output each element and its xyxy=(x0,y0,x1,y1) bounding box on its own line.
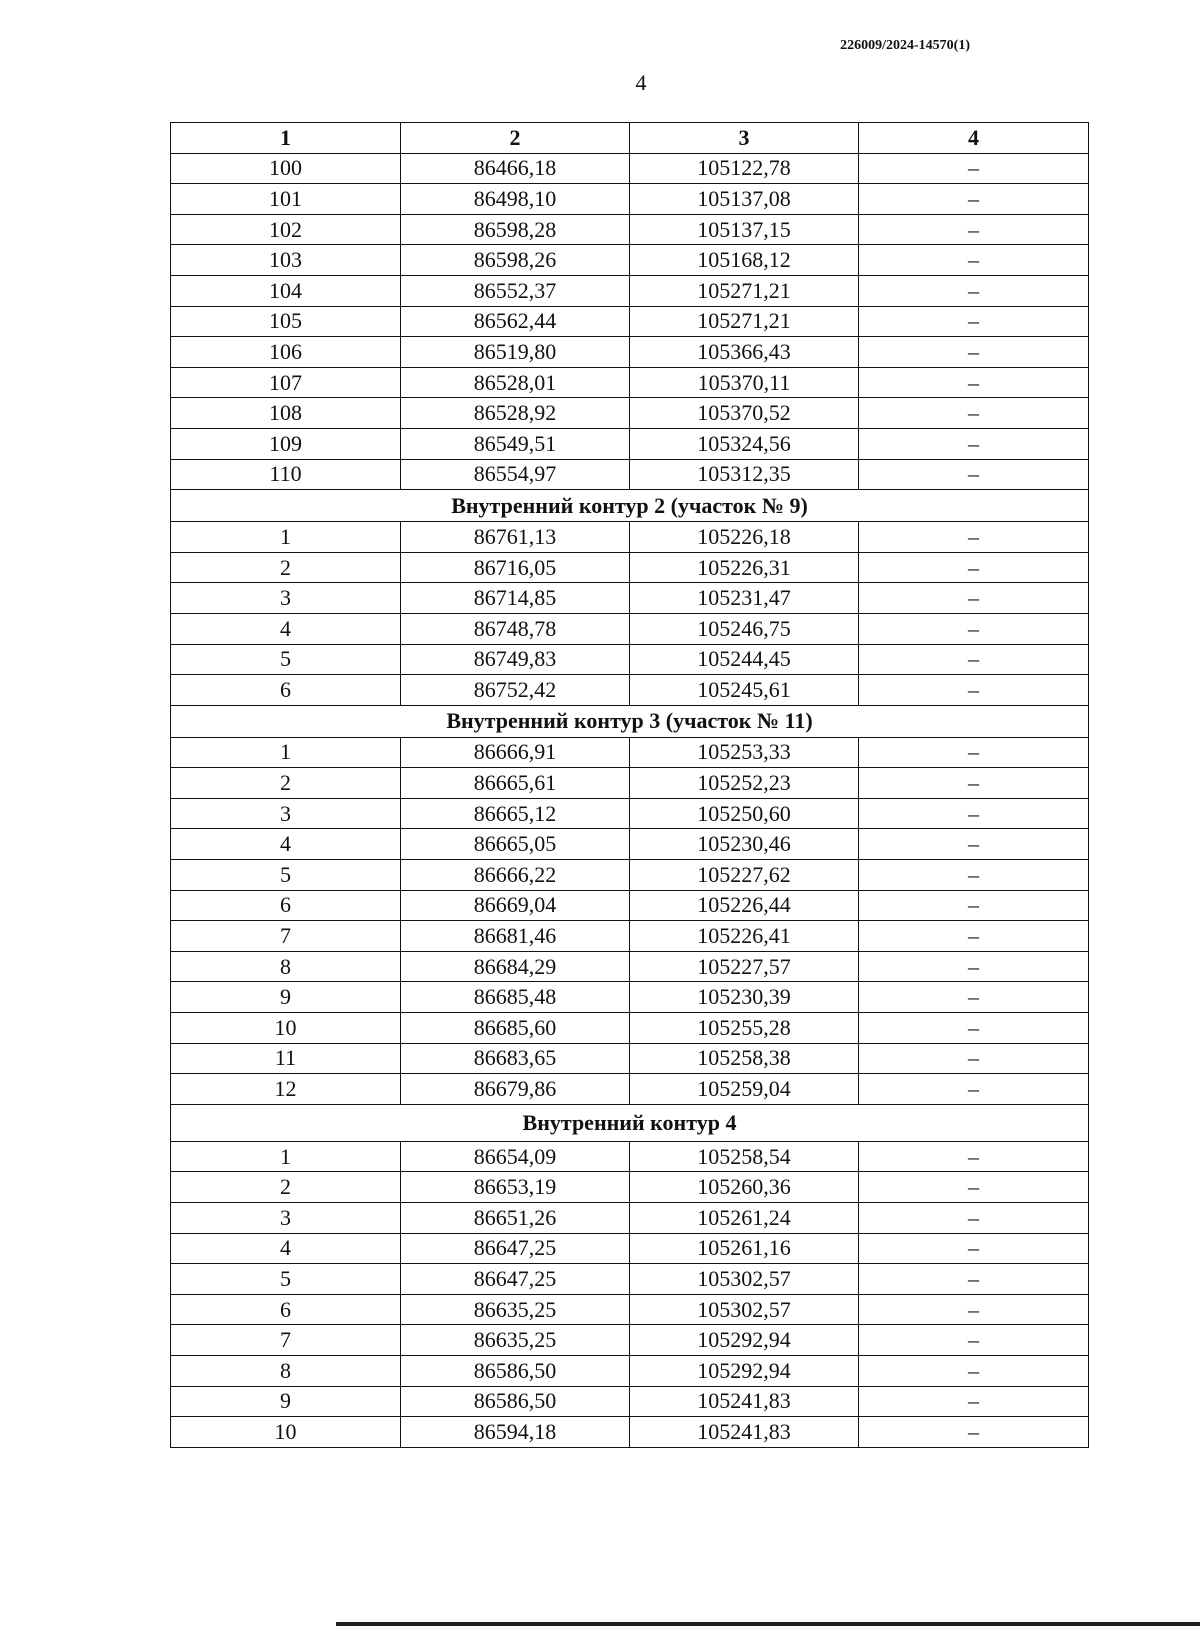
point-number-cell: 4 xyxy=(171,1233,401,1264)
y-coordinate-cell: 105137,15 xyxy=(630,214,859,245)
x-coordinate-cell: 86749,83 xyxy=(401,644,630,675)
note-cell: – xyxy=(859,1355,1089,1386)
table-row xyxy=(171,675,1089,706)
point-number-cell: 6 xyxy=(171,890,401,921)
note-cell: – xyxy=(859,367,1089,398)
table-row xyxy=(171,613,1089,644)
table-row xyxy=(171,737,1089,768)
y-coordinate-cell: 105324,56 xyxy=(630,428,859,459)
point-number-cell: 3 xyxy=(171,1203,401,1234)
table-row xyxy=(171,245,1089,276)
note-cell: – xyxy=(859,1325,1089,1356)
y-coordinate-cell: 105312,35 xyxy=(630,459,859,490)
note-cell: – xyxy=(859,552,1089,583)
note-cell: – xyxy=(859,275,1089,306)
x-coordinate-cell: 86651,26 xyxy=(401,1203,630,1234)
y-coordinate-cell: 105258,54 xyxy=(630,1141,859,1172)
note-cell: – xyxy=(859,1141,1089,1172)
note-cell: – xyxy=(859,1264,1089,1295)
table-row xyxy=(171,1264,1089,1295)
point-number-cell: 108 xyxy=(171,398,401,429)
point-number-cell: 103 xyxy=(171,245,401,276)
note-cell: – xyxy=(859,153,1089,184)
y-coordinate-cell: 105244,45 xyxy=(630,644,859,675)
x-coordinate-cell: 86683,65 xyxy=(401,1043,630,1074)
x-coordinate-cell: 86562,44 xyxy=(401,306,630,337)
x-coordinate-cell: 86586,50 xyxy=(401,1386,630,1417)
point-number-cell: 5 xyxy=(171,860,401,891)
note-cell: – xyxy=(859,214,1089,245)
y-coordinate-cell: 105253,33 xyxy=(630,737,859,768)
table-row xyxy=(171,428,1089,459)
y-coordinate-cell: 105370,11 xyxy=(630,367,859,398)
point-number-cell: 7 xyxy=(171,921,401,952)
x-coordinate-cell: 86714,85 xyxy=(401,583,630,614)
point-number-cell: 7 xyxy=(171,1325,401,1356)
x-coordinate-cell: 86466,18 xyxy=(401,153,630,184)
x-coordinate-cell: 86653,19 xyxy=(401,1172,630,1203)
x-coordinate-cell: 86647,25 xyxy=(401,1233,630,1264)
column-header-2: 2 xyxy=(401,123,630,154)
point-number-cell: 104 xyxy=(171,275,401,306)
note-cell: – xyxy=(859,337,1089,368)
x-coordinate-cell: 86761,13 xyxy=(401,522,630,553)
y-coordinate-cell: 105292,94 xyxy=(630,1355,859,1386)
table-row xyxy=(171,1294,1089,1325)
x-coordinate-cell: 86685,48 xyxy=(401,982,630,1013)
section-title-row xyxy=(171,490,1089,522)
y-coordinate-cell: 105292,94 xyxy=(630,1325,859,1356)
y-coordinate-cell: 105366,43 xyxy=(630,337,859,368)
y-coordinate-cell: 105230,39 xyxy=(630,982,859,1013)
note-cell: – xyxy=(859,1417,1089,1448)
table-row xyxy=(171,184,1089,215)
point-number-cell: 9 xyxy=(171,982,401,1013)
y-coordinate-cell: 105252,23 xyxy=(630,768,859,799)
note-cell: – xyxy=(859,1172,1089,1203)
table-row xyxy=(171,1417,1089,1448)
table-row xyxy=(171,1074,1089,1105)
x-coordinate-cell: 86679,86 xyxy=(401,1074,630,1105)
y-coordinate-cell: 105261,24 xyxy=(630,1203,859,1234)
point-number-cell: 105 xyxy=(171,306,401,337)
note-cell: – xyxy=(859,245,1089,276)
y-coordinate-cell: 105231,47 xyxy=(630,583,859,614)
page-number: 4 xyxy=(635,70,647,95)
x-coordinate-cell: 86665,61 xyxy=(401,768,630,799)
y-coordinate-cell: 105302,57 xyxy=(630,1264,859,1295)
section-title: Внутренний контур 2 (участок № 9) xyxy=(171,490,1089,522)
x-coordinate-cell: 86665,12 xyxy=(401,798,630,829)
point-number-cell: 2 xyxy=(171,1172,401,1203)
y-coordinate-cell: 105226,44 xyxy=(630,890,859,921)
point-number-cell: 4 xyxy=(171,613,401,644)
note-cell: – xyxy=(859,1233,1089,1264)
table-body xyxy=(171,153,1089,1447)
x-coordinate-cell: 86498,10 xyxy=(401,184,630,215)
note-cell: – xyxy=(859,1013,1089,1044)
x-coordinate-cell: 86552,37 xyxy=(401,275,630,306)
table-row xyxy=(171,1325,1089,1356)
section-title-row xyxy=(171,705,1089,737)
y-coordinate-cell: 105230,46 xyxy=(630,829,859,860)
point-number-cell: 2 xyxy=(171,768,401,799)
point-number-cell: 4 xyxy=(171,829,401,860)
y-coordinate-cell: 105226,31 xyxy=(630,552,859,583)
y-coordinate-cell: 105246,75 xyxy=(630,613,859,644)
point-number-cell: 100 xyxy=(171,153,401,184)
note-cell: – xyxy=(859,1294,1089,1325)
note-cell: – xyxy=(859,1203,1089,1234)
table-row xyxy=(171,522,1089,553)
note-cell: – xyxy=(859,890,1089,921)
column-header-1: 1 xyxy=(171,123,401,154)
table-row xyxy=(171,552,1089,583)
note-cell: – xyxy=(859,613,1089,644)
x-coordinate-cell: 86635,25 xyxy=(401,1325,630,1356)
point-number-cell: 5 xyxy=(171,1264,401,1295)
table-row xyxy=(171,644,1089,675)
y-coordinate-cell: 105260,36 xyxy=(630,1172,859,1203)
column-header-4: 4 xyxy=(859,123,1089,154)
point-number-cell: 5 xyxy=(171,644,401,675)
y-coordinate-cell: 105255,28 xyxy=(630,1013,859,1044)
note-cell: – xyxy=(859,829,1089,860)
point-number-cell: 106 xyxy=(171,337,401,368)
x-coordinate-cell: 86528,01 xyxy=(401,367,630,398)
point-number-cell: 107 xyxy=(171,367,401,398)
x-coordinate-cell: 86586,50 xyxy=(401,1355,630,1386)
x-coordinate-cell: 86716,05 xyxy=(401,552,630,583)
y-coordinate-cell: 105261,16 xyxy=(630,1233,859,1264)
y-coordinate-cell: 105259,04 xyxy=(630,1074,859,1105)
table-row xyxy=(171,153,1089,184)
x-coordinate-cell: 86647,25 xyxy=(401,1264,630,1295)
y-coordinate-cell: 105258,38 xyxy=(630,1043,859,1074)
x-coordinate-cell: 86666,91 xyxy=(401,737,630,768)
y-coordinate-cell: 105250,60 xyxy=(630,798,859,829)
table-row xyxy=(171,1141,1089,1172)
x-coordinate-cell: 86669,04 xyxy=(401,890,630,921)
y-coordinate-cell: 105137,08 xyxy=(630,184,859,215)
x-coordinate-cell: 86554,97 xyxy=(401,459,630,490)
x-coordinate-cell: 86666,22 xyxy=(401,860,630,891)
column-header-3: 3 xyxy=(630,123,859,154)
x-coordinate-cell: 86598,28 xyxy=(401,214,630,245)
point-number-cell: 12 xyxy=(171,1074,401,1105)
table-row xyxy=(171,1355,1089,1386)
y-coordinate-cell: 105227,57 xyxy=(630,951,859,982)
y-coordinate-cell: 105302,57 xyxy=(630,1294,859,1325)
table-row xyxy=(171,1386,1089,1417)
point-number-cell: 1 xyxy=(171,522,401,553)
header-row xyxy=(171,123,1089,154)
table-row xyxy=(171,829,1089,860)
table-row xyxy=(171,398,1089,429)
point-number-cell: 3 xyxy=(171,798,401,829)
x-coordinate-cell: 86549,51 xyxy=(401,428,630,459)
note-cell: – xyxy=(859,583,1089,614)
point-number-cell: 10 xyxy=(171,1013,401,1044)
table-header xyxy=(171,123,1089,154)
table-row xyxy=(171,890,1089,921)
note-cell: – xyxy=(859,982,1089,1013)
point-number-cell: 109 xyxy=(171,428,401,459)
point-number-cell: 3 xyxy=(171,583,401,614)
y-coordinate-cell: 105226,41 xyxy=(630,921,859,952)
y-coordinate-cell: 105241,83 xyxy=(630,1417,859,1448)
y-coordinate-cell: 105370,52 xyxy=(630,398,859,429)
y-coordinate-cell: 105271,21 xyxy=(630,306,859,337)
table-row xyxy=(171,1043,1089,1074)
note-cell: – xyxy=(859,398,1089,429)
y-coordinate-cell: 105168,12 xyxy=(630,245,859,276)
coordinates-table xyxy=(170,122,1089,1448)
note-cell: – xyxy=(859,951,1089,982)
note-cell: – xyxy=(859,522,1089,553)
point-number-cell: 2 xyxy=(171,552,401,583)
note-cell: – xyxy=(859,675,1089,706)
table-row xyxy=(171,214,1089,245)
y-coordinate-cell: 105271,21 xyxy=(630,275,859,306)
point-number-cell: 11 xyxy=(171,1043,401,1074)
note-cell: – xyxy=(859,644,1089,675)
y-coordinate-cell: 105227,62 xyxy=(630,860,859,891)
note-cell: – xyxy=(859,428,1089,459)
note-cell: – xyxy=(859,737,1089,768)
bottom-scan-edge xyxy=(336,1622,1200,1626)
x-coordinate-cell: 86681,46 xyxy=(401,921,630,952)
table-row xyxy=(171,860,1089,891)
x-coordinate-cell: 86752,42 xyxy=(401,675,630,706)
x-coordinate-cell: 86665,05 xyxy=(401,829,630,860)
x-coordinate-cell: 86684,29 xyxy=(401,951,630,982)
point-number-cell: 10 xyxy=(171,1417,401,1448)
note-cell: – xyxy=(859,798,1089,829)
y-coordinate-cell: 105241,83 xyxy=(630,1386,859,1417)
table-row xyxy=(171,306,1089,337)
point-number-cell: 101 xyxy=(171,184,401,215)
point-number-cell: 6 xyxy=(171,1294,401,1325)
table-row xyxy=(171,951,1089,982)
x-coordinate-cell: 86519,80 xyxy=(401,337,630,368)
point-number-cell: 6 xyxy=(171,675,401,706)
table-row xyxy=(171,583,1089,614)
table-row xyxy=(171,921,1089,952)
section-title-row xyxy=(171,1104,1089,1141)
y-coordinate-cell: 105245,61 xyxy=(630,675,859,706)
note-cell: – xyxy=(859,459,1089,490)
point-number-cell: 1 xyxy=(171,737,401,768)
table-row xyxy=(171,798,1089,829)
y-coordinate-cell: 105122,78 xyxy=(630,153,859,184)
x-coordinate-cell: 86748,78 xyxy=(401,613,630,644)
x-coordinate-cell: 86685,60 xyxy=(401,1013,630,1044)
point-number-cell: 1 xyxy=(171,1141,401,1172)
note-cell: – xyxy=(859,921,1089,952)
note-cell: – xyxy=(859,1043,1089,1074)
x-coordinate-cell: 86528,92 xyxy=(401,398,630,429)
note-cell: – xyxy=(859,306,1089,337)
note-cell: – xyxy=(859,1386,1089,1417)
point-number-cell: 102 xyxy=(171,214,401,245)
note-cell: – xyxy=(859,1074,1089,1105)
section-title: Внутренний контур 4 xyxy=(171,1104,1089,1141)
point-number-cell: 8 xyxy=(171,1355,401,1386)
document-number: 226009/2024-14570(1) xyxy=(840,38,970,53)
y-coordinate-cell: 105226,18 xyxy=(630,522,859,553)
table-row xyxy=(171,1233,1089,1264)
table-row xyxy=(171,1172,1089,1203)
x-coordinate-cell: 86594,18 xyxy=(401,1417,630,1448)
point-number-cell: 110 xyxy=(171,459,401,490)
x-coordinate-cell: 86635,25 xyxy=(401,1294,630,1325)
table-row xyxy=(171,1203,1089,1234)
note-cell: – xyxy=(859,768,1089,799)
section-title: Внутренний контур 3 (участок № 11) xyxy=(171,705,1089,737)
table-row xyxy=(171,337,1089,368)
table-row xyxy=(171,982,1089,1013)
note-cell: – xyxy=(859,184,1089,215)
table-row xyxy=(171,275,1089,306)
table-row xyxy=(171,1013,1089,1044)
point-number-cell: 8 xyxy=(171,951,401,982)
x-coordinate-cell: 86598,26 xyxy=(401,245,630,276)
table-row xyxy=(171,459,1089,490)
point-number-cell: 9 xyxy=(171,1386,401,1417)
x-coordinate-cell: 86654,09 xyxy=(401,1141,630,1172)
note-cell: – xyxy=(859,860,1089,891)
table-row xyxy=(171,768,1089,799)
table-row xyxy=(171,367,1089,398)
